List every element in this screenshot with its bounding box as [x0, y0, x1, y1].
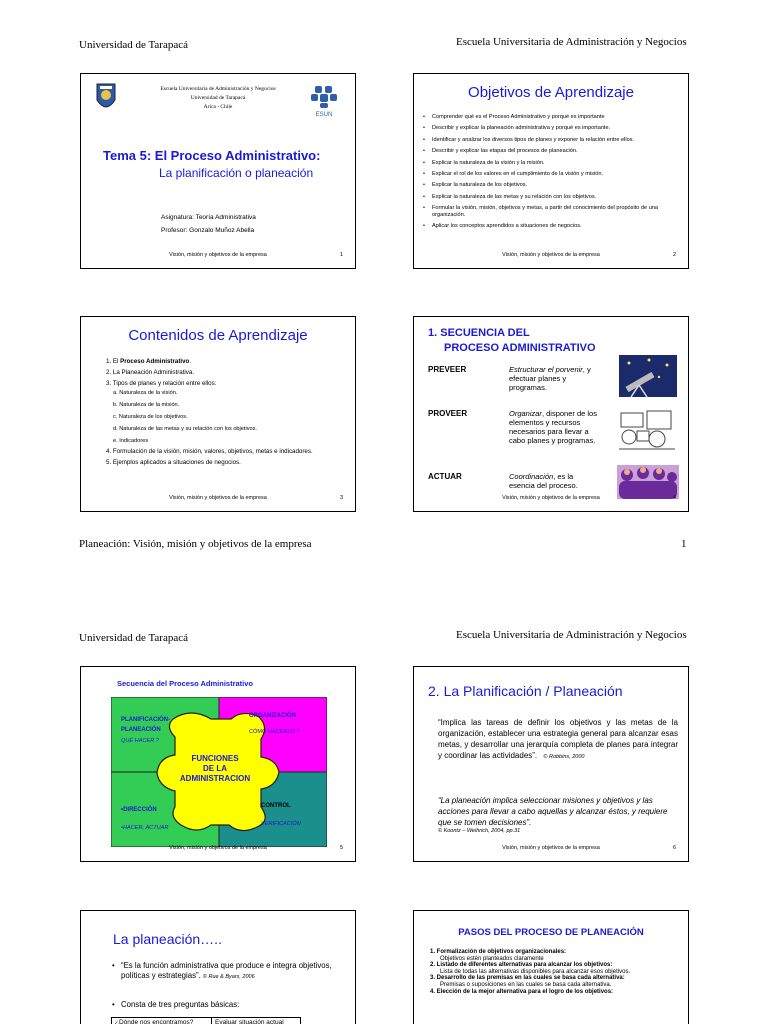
contents-list	[106, 358, 343, 467]
list-item: • Explicar la naturaleza de las metas y su relación con los objetivos.	[422, 194, 678, 200]
term-preveer: PREVEER	[428, 365, 467, 374]
slide-1	[80, 73, 356, 269]
questions-table	[111, 1017, 301, 1024]
slide-8	[413, 910, 689, 1024]
quote-koontz	[438, 795, 678, 835]
slide-7	[80, 910, 356, 1024]
list-item: • Comprender qué es el Proceso Administrativo y porqué es importante	[422, 114, 678, 120]
term-proveer: PROVEER	[428, 409, 468, 418]
list-item: • Identificar y analizar los diversos tipos de planes y exponer la relación entre ellos.	[422, 137, 678, 143]
item-text: .	[189, 358, 192, 365]
q4-question: VERIFICACIÓN	[261, 821, 301, 827]
page-header-right: Escuela Universitaria de Administración y Negocios	[456, 629, 687, 641]
slide-7-title: La planeación…..	[113, 931, 222, 947]
slide-number: 5	[339, 845, 343, 851]
university-name: Universidad de Tarapacá	[190, 95, 246, 101]
slide-2-title: Objetivos de Aprendizaje	[468, 84, 634, 101]
slide-7-bullets	[111, 961, 341, 1010]
slide-number: 3	[339, 495, 343, 501]
slide-footer: Visión, misión y objetivos de la empresa	[169, 252, 267, 258]
bullet-text: “Es la función administrativa que produce e integra objetivos, políticas y estrategias”.	[121, 961, 332, 980]
institution-name: Escuela Universitaria de Administración y Negocios	[160, 86, 276, 92]
q1-question: QUÉ HACER ?	[121, 738, 159, 744]
slide-footer: Visión, misión y objetivos de la empresa	[169, 845, 267, 851]
q2-question: CÓMO HACERLO ?	[249, 729, 300, 735]
slide-footer: Visión, misión y objetivos de la empresa	[502, 252, 600, 258]
term-actuar: ACTUAR	[428, 472, 462, 481]
q3-question: •HACER, ACTUAR	[121, 825, 169, 831]
list-item: • Explicar la naturaleza de los objetivos.	[422, 182, 678, 188]
definition-proveer	[509, 409, 601, 445]
center-label-2: DE LA	[203, 764, 227, 773]
objectives-list	[422, 114, 678, 229]
list-item: 3. Tipos de planes y relación entre ellos:	[106, 380, 217, 387]
slide-1-subtitle: La planificación o planeación	[159, 166, 314, 180]
q3-label: •DIRECCIÓN	[121, 807, 157, 813]
table-cell: ¿Dónde nos encontramos?	[112, 1018, 212, 1024]
esun-logo-icon	[309, 84, 339, 116]
page-header-left: Universidad de Tarapacá	[79, 39, 188, 51]
list-item: 4. Formulación de la visión, misión, valores, objetivos, metas e indicadores.	[106, 448, 313, 455]
center-label-3: ADMINISTRACION	[179, 774, 251, 783]
puzzle-diagram	[111, 697, 327, 847]
definition-text: , es la esencia del proceso.	[509, 472, 578, 490]
slide-5	[80, 666, 356, 862]
list-item	[106, 358, 343, 366]
step-detail: Objetivos estén planteados claramente	[440, 955, 544, 962]
page-header-left: Universidad de Tarapacá	[79, 632, 188, 644]
q4-label: CONTROL	[261, 803, 291, 809]
sub-list	[106, 390, 343, 445]
definition-actuar	[509, 472, 599, 490]
slide-4	[413, 316, 689, 512]
list-item: b. Naturaleza de la misión.	[113, 402, 180, 408]
professor-name: Profesor: Gonzalo Muñoz Abella	[161, 227, 255, 234]
slide-number: 6	[672, 845, 676, 851]
list-item: d. Naturaleza de las metas y su relación con los objetivos.	[113, 426, 257, 432]
slide-footer: Visión, misión y objetivos de la empresa	[169, 495, 267, 501]
course-name: Asignatura: Teoría Administrativa	[161, 214, 256, 221]
list-item: c. Naturaleza de los objetivos.	[113, 414, 188, 420]
list-item: 5. Ejemplos aplicados a situaciones de negocios.	[106, 459, 241, 466]
quote-robbins	[438, 717, 678, 763]
bullet-citation: © Rue & Byars, 2006	[202, 974, 255, 980]
slide-6-title: 2. La Planificación / Planeación	[428, 683, 623, 699]
slide-footer: Visión, misión y objetivos de la empresa	[502, 845, 600, 851]
slide-4-title-line1: 1. SECUENCIA DEL	[428, 327, 530, 339]
page-header-right: Escuela Universitaria de Administración y Negocios	[456, 36, 687, 48]
esun-logo-text: ESUN	[315, 112, 333, 118]
list-item: • Formular la visión, misión, objetivos y metas, a partir del conocimiento del propósito de una organización.	[422, 205, 678, 218]
slide-8-title: PASOS DEL PROCESO DE PLANEACIÓN	[458, 927, 644, 938]
planning-steps	[430, 949, 678, 995]
slide-number: 1	[339, 252, 343, 258]
slide-number: 2	[672, 252, 676, 258]
step-heading: 1. Formalización de objetivos organizacionales:	[430, 949, 567, 955]
step-heading: 3. Desarrollo de las premisas en las cuales se basa cada alternativa:	[430, 975, 625, 982]
definition-preveer	[509, 365, 604, 392]
definition-emphasis: Organizar	[509, 409, 542, 418]
list-item: e. Indicadores	[113, 438, 149, 444]
slide-1-title: Tema 5: El Proceso Administrativo:	[103, 148, 321, 163]
slide-number: 4	[672, 495, 676, 501]
center-label-1: FUNCIONES	[191, 754, 239, 763]
slide-footer: Visión, misión y objetivos de la empresa	[502, 495, 600, 501]
definition-emphasis: Estructurar el porvenir	[509, 365, 583, 374]
item-text: 1. El	[106, 358, 121, 365]
list-item: • Explicar el rol de los valores en el cumplimiento de la visión y misión.	[422, 171, 678, 177]
page-number: 1	[681, 538, 687, 550]
table-cell: Evaluar situación actual	[215, 1019, 284, 1024]
list-item	[111, 961, 341, 982]
q1-label-a: PLANIFICACIÓN-	[121, 717, 170, 723]
list-item: a. Naturaleza de la visión.	[113, 390, 178, 396]
team-huddle-icon	[617, 465, 679, 499]
list-item: • Consta de tres preguntas básicas:	[111, 1000, 341, 1010]
item-bold-text: Proceso Administrativo	[120, 358, 190, 365]
machinery-icon	[617, 407, 677, 453]
step-detail: Premisas o suposiciones en las cuales se basa cada alternativa.	[440, 981, 612, 988]
quote-text: “La planeación implica seleccionar misiones y objetivos y las acciones para llevar a cabo aquellas y alcanzar éstos, y requiere que se tomen decisiones”.	[438, 796, 668, 827]
list-item: • Aplicar los conceptos aprendidos a situaciones de negocios.	[422, 223, 678, 229]
slide-2	[413, 73, 689, 269]
list-item: • Describir y explicar las etapas del procesos de planeación.	[422, 148, 678, 154]
city-name: Arica - Chile	[203, 104, 233, 110]
definition-emphasis: Coordinación	[509, 472, 554, 481]
step-heading: 2. Listado de diferentes alternativas para alcanzar los objetivos:	[430, 962, 613, 969]
q2-label: ORGANIZACIÓN	[249, 713, 296, 719]
slide-3-title: Contenidos de Aprendizaje	[128, 327, 308, 344]
slide-3	[80, 316, 356, 512]
quote-text: “Implica las tareas de definir los objetivos y las metas de la organización, establecer una estrategia general para alcanzar esas metas, y desarrollar una jerarquía completa de planes para integrar y coordinar las actividades”.	[438, 718, 678, 760]
q1-label-b: PLANEACIÓN	[121, 727, 161, 733]
step-detail: Lista de todas las alternativas disponibles para alcanzar esos objetivos.	[440, 968, 631, 975]
definition-text: , y efectuar planes y programas.	[509, 365, 591, 392]
quote-citation: © Robbins, 2000	[543, 754, 585, 760]
definition-text: , disponer de los elementos y recursos necesarios para llevar a cabo planes y programas.	[509, 409, 597, 445]
step-heading: 4. Elección de la mejor alternativa para el logro de los objetivos:	[430, 988, 614, 995]
telescope-icon	[619, 355, 677, 397]
list-item: • Describir y explicar la planeación administrativa y porqué es importante.	[422, 125, 678, 131]
quote-citation: © Koontz – Weihrich, 2004, pp.31	[438, 828, 521, 834]
slide-5-title: Secuencia del Proceso Administrativo	[117, 679, 254, 688]
list-item: 2. La Planeación Administrativa.	[106, 369, 195, 376]
slide-6	[413, 666, 689, 862]
page-footer-left: Planeación: Visión, misión y objetivos de la empresa	[79, 538, 312, 550]
list-item: • Explicar la naturaleza de la visión y la misión.	[422, 160, 678, 166]
slide-4-title-line2: PROCESO ADMINISTRATIVO	[444, 342, 596, 354]
